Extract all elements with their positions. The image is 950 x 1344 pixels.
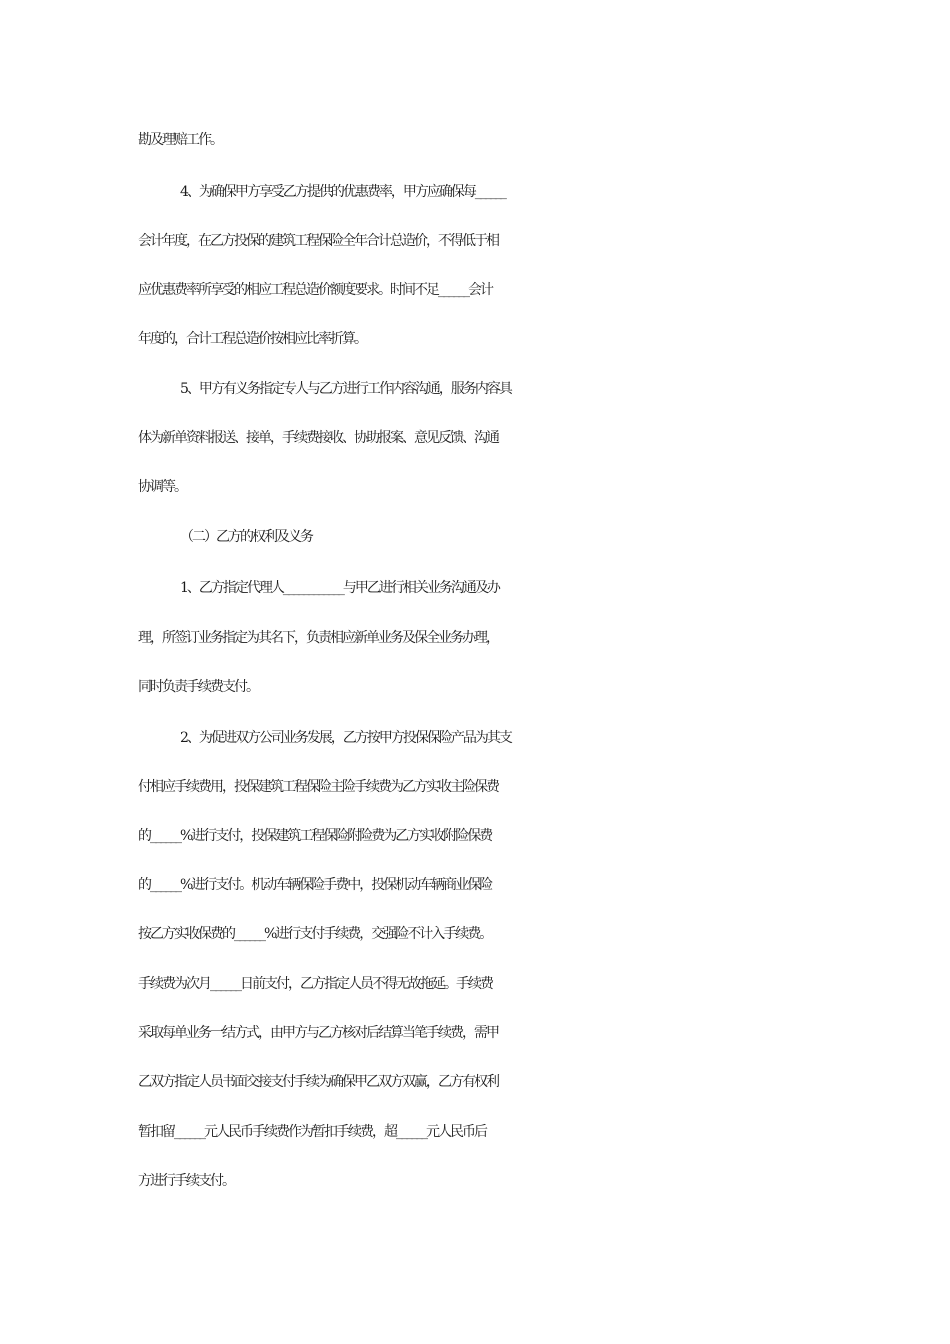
text-line: 4、为确保甲方享受乙方提供的优惠费率，甲方应确保每______ bbox=[180, 184, 505, 200]
text-line: 理，所签订业务指定为其名下，负责相应新单业务及保全业务办理， bbox=[138, 630, 498, 646]
section-heading: （二）乙方的权利及义务 bbox=[180, 529, 312, 545]
text-line: 同时负责手续费支付。 bbox=[138, 679, 258, 695]
text-line: 按乙方实收保费的______%进行支付手续费，交强险不计入手续费。 bbox=[138, 926, 492, 942]
text-line: 会计年度，在乙方投保的建筑工程保险全年合计总造价，不得低于相 bbox=[138, 233, 498, 249]
text-line: 体为新单资料报送、接单，手续费接收、协助报案、意见反馈、沟通 bbox=[138, 430, 498, 446]
text-line: 5、甲方有义务指定专人与乙方进行工作内容沟通，服务内容具 bbox=[180, 381, 511, 397]
text-line: 1、乙方指定代理人____________与甲乙进行相关业务沟通及办 bbox=[180, 580, 499, 596]
text-line: 勘及理赔工作。 bbox=[138, 132, 222, 148]
text-line: 应优惠费率所享受的相应工程总造价额度要求。时间不足______会计 bbox=[138, 282, 492, 298]
text-line: 的______%进行支付。机动车辆保险手费中，投保机动车辆商业保险 bbox=[138, 877, 492, 893]
text-line: 付相应手续费用，投保建筑工程保险主险手续费为乙方实收主险保费 bbox=[138, 779, 498, 795]
text-line: 暂扣留______元人民币手续费作为暂扣手续费，超______元人民币后 bbox=[138, 1124, 486, 1140]
text-line: 2、为促进双方公司业务发展，乙方按甲方投保保险产品为其支 bbox=[180, 730, 511, 746]
text-line: 乙双方指定人员书面交接支付手续为确保甲乙双方双赢，乙方有权利 bbox=[138, 1074, 498, 1090]
text-line: 采取每单业务一结方式，由甲方与乙方核对后结算当笔手续费，需甲 bbox=[138, 1025, 498, 1041]
text-line: 手续费为次月______日前支付，乙方指定人员不得无故拖延。手续费 bbox=[138, 976, 492, 992]
text-line: 的______%进行支付，投保建筑工程保险附险费为乙方实收附险保费 bbox=[138, 828, 492, 844]
text-line: 方进行手续支付。 bbox=[138, 1173, 234, 1189]
text-line: 年度的，合计工程总造价按相应比率折算。 bbox=[138, 331, 366, 347]
text-line: 协调等。 bbox=[138, 479, 186, 495]
